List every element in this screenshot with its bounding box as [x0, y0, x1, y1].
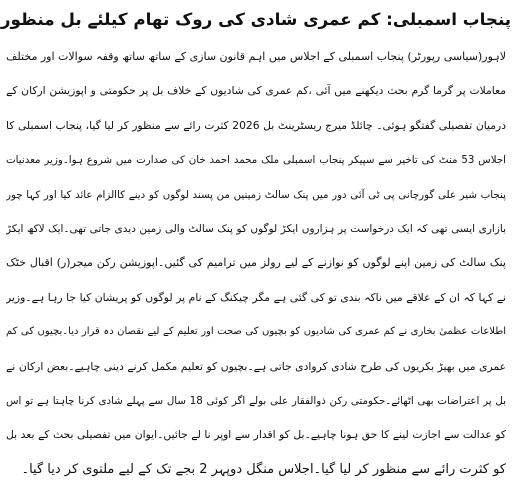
- article-line: کو کثرت رائے سے منظور کر لیا گیا۔اجلاس منگل دوپہر 2 بجے تک کے لیے ملتوی کر دیا گیا۔: [21, 461, 506, 477]
- article-line: پنجاب شیر علی گورچانی پی ٹی آئی دور میں پنک سالٹ زمینیں من پسند لوگوں کو دینے کاالزام عائد کیا اور کہا چور: [6, 188, 506, 201]
- article-line: عمری میں بھیڑ بکریوں کی طرح شادی کروادی جاتی ہے۔بچیوں کو تعلیم مکمل کرنے دینی چاہیے۔بعض ارکان نے: [6, 359, 506, 373]
- article-line: بل پر اعتراضات بھی اٹھائے۔حکومتی رکن ذوالفقار علی بولے اگر کوئی 18 سال سے پہلے شادی کرنا چاہتا ہے تو اس: [6, 394, 506, 407]
- article-body: [6, 40, 506, 490]
- article-line: اطلاعات عظمیٰ بخاری نے کم عمری کی شادیوں کو بچیوں کی صحت اور تعلیم کے لیے نقصان دہ قرار دیا۔بچیوں کی کم: [6, 326, 506, 338]
- article-headline: پنجاب اسمبلی: کم عمری شادی کی روک تھام کیلئے بل منظور: [0, 9, 512, 29]
- article-line: اجلاس 53 منٹ کی تاخیر سے سپیکر پنجاب اسمبلی ملک محمد احمد خان کی صدارت میں شروع ہوا۔وزیر معدنیات: [6, 154, 506, 167]
- article-line: کو عدالت سے اجازت لینے کا حق ہونا چاہیے۔بل کو اقدار سے اوپر نا لے جائیں۔ایوان میں تفصیلی بحث کے بعد بل: [6, 428, 506, 442]
- article-line: پنک سالٹ کی زمین اپنے لوگوں کو نوازنے کے لیے رولز میں ترامیم کی گئیں۔اپوزیشن رکن میجر(ر) اقبال خٹک: [6, 256, 506, 270]
- article-line: لاہور(سیاسی رپورٹر) پنجاب اسمبلی کے اجلاس میں اہم قانون سازی کے ساتھ ساتھ وقفہ سوالات اور مختلف: [6, 50, 506, 63]
- article-line: معاملات پر گرما گرم بحث دیکھنے میں آئی ،کم عمری کی شادیوں کے خلاف بل پر حکومتی و اپوزیشن ارکان کے: [6, 84, 506, 98]
- article-line: درمیان تفصیلی گفتگو ہوئی۔ چائلڈ میرج ریسٹرینٹ بل 2026 کثرت رائے سے منظور کر لیا گیا، پنجاب اسمبلی کا: [6, 118, 506, 132]
- article-line: نے کہا کہ ان کے علاقے میں ناکہ بندی تو کی گئی ہے مگر چیکنگ کے نام پر لوگوں کو پریشان کیا جا رہا ہے۔وزیر: [6, 290, 506, 304]
- article-line: بازاری ایسی تھی کہ ایک درخواست پر ہزاروں ایکڑ لوگوں کو پنک سالٹ والی زمین دیدی جاتی تھی۔ایک لاکھ ایکڑ: [6, 222, 506, 235]
